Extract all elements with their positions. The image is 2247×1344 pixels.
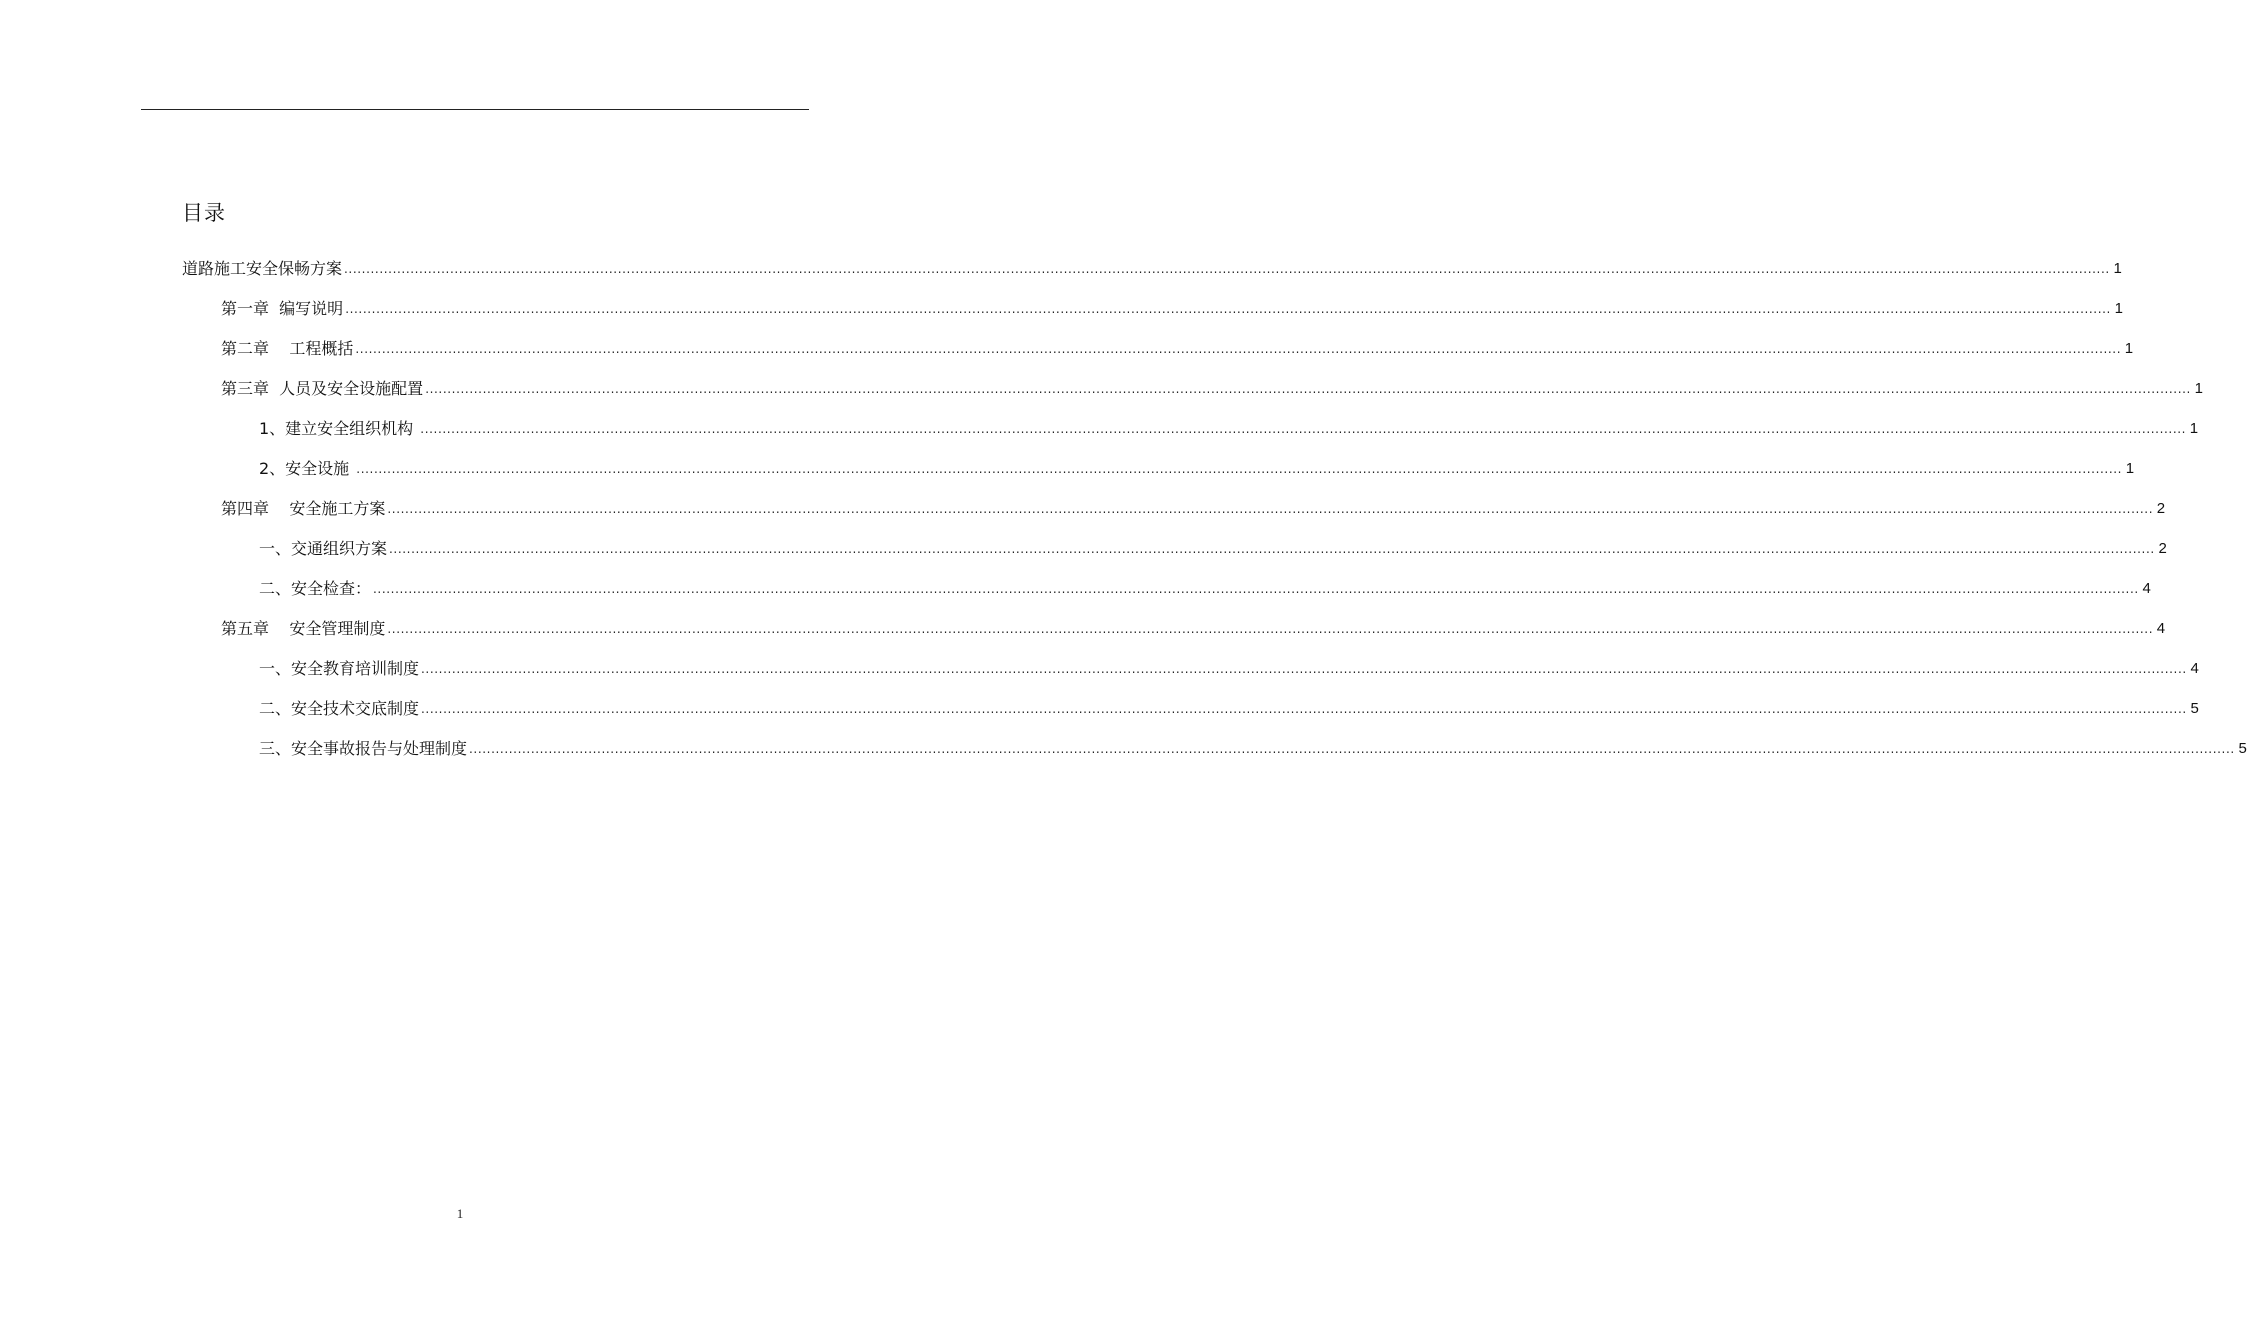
toc-entry-page-number: 4 [2190, 660, 2199, 677]
toc-entry-label: 第五章 安全管理制度 [221, 619, 386, 638]
toc-dot-leader: ................................................................................................................................................................................................................................................................................................................................................................................................................ [389, 542, 2155, 556]
toc-entry[interactable] [221, 334, 2134, 360]
toc-entry-label: 1、建立安全组织机构 [259, 419, 419, 438]
toc-dot-leader: ................................................................................................................................................................................................................................................................................................................................................................................................................ [356, 462, 2123, 476]
toc-entry[interactable] [259, 534, 2167, 560]
toc-entry-label: 二、安全技术交底制度 [259, 699, 420, 718]
toc-entry-page-number: 1 [2113, 260, 2122, 277]
toc-entry-page-number: 4 [2142, 580, 2151, 597]
toc-entry-label: 第四章 安全施工方案 [221, 499, 386, 518]
toc-dot-leader: ................................................................................................................................................................................................................................................................................................................................................................................................................ [420, 422, 2187, 436]
toc-entry-label: 第一章 编写说明 [221, 299, 344, 318]
toc-dot-leader: ................................................................................................................................................................................................................................................................................................................................................................................................................ [344, 262, 2110, 276]
toc-entry-label: 2、安全设施 [259, 459, 355, 478]
toc-entry-label: 三、安全事故报告与处理制度 [259, 739, 468, 758]
toc-dot-leader: ................................................................................................................................................................................................................................................................................................................................................................................................................ [425, 382, 2191, 396]
toc-entry-label: 一、安全教育培训制度 [259, 659, 420, 678]
toc-entry[interactable] [221, 494, 2166, 520]
toc-entry-label: 第二章 工程概括 [221, 339, 354, 358]
toc-entry-page-number: 1 [2189, 420, 2199, 437]
toc-dot-leader: ................................................................................................................................................................................................................................................................................................................................................................................................................ [469, 742, 2235, 756]
toc-entry-page-number: 4 [2156, 620, 2166, 637]
toc-entry-page-number: 1 [2125, 460, 2135, 477]
toc-entry[interactable] [221, 374, 2203, 400]
toc-entry-page-number: 5 [2190, 700, 2199, 717]
toc-entry[interactable] [259, 694, 2199, 720]
toc-entry[interactable] [259, 734, 2247, 760]
toc-title: 目录 [182, 201, 226, 225]
toc-entry-label: 一、交通组织方案 [259, 539, 388, 558]
toc-dot-leader: ................................................................................................................................................................................................................................................................................................................................................................................................................ [345, 302, 2111, 316]
toc-entry-page-number: 1 [2114, 300, 2123, 317]
toc-dot-leader: ................................................................................................................................................................................................................................................................................................................................................................................................................ [355, 342, 2122, 356]
toc-dot-leader: ................................................................................................................................................................................................................................................................................................................................................................................................................ [421, 662, 2187, 676]
toc-entry-page-number: 2 [2158, 540, 2167, 557]
toc-dot-leader: ................................................................................................................................................................................................................................................................................................................................................................................................................ [387, 502, 2154, 516]
toc-entry[interactable] [259, 414, 2199, 440]
toc-entry[interactable] [259, 454, 2135, 480]
toc-entry-page-number: 2 [2156, 500, 2166, 517]
toc-entry-page-number: 1 [2194, 380, 2203, 397]
toc-entry[interactable] [221, 614, 2166, 640]
toc-dot-leader: ................................................................................................................................................................................................................................................................................................................................................................................................................ [373, 582, 2139, 596]
toc-entry-page-number: 5 [2238, 740, 2247, 757]
footer-page-number: 1 [456, 1206, 464, 1221]
toc-entry-label: 道路施工安全保畅方案 [182, 259, 343, 278]
toc-entry-page-number: 1 [2124, 340, 2134, 357]
toc-entry[interactable] [182, 254, 2122, 280]
header-rule [141, 109, 809, 110]
toc-entry[interactable] [259, 574, 2151, 600]
toc-entry-label: 第三章 人员及安全设施配置 [221, 379, 424, 398]
toc-entry[interactable] [259, 654, 2199, 680]
toc-dot-leader: ................................................................................................................................................................................................................................................................................................................................................................................................................ [387, 622, 2154, 636]
toc-entry[interactable] [221, 294, 2123, 320]
toc-dot-leader: ................................................................................................................................................................................................................................................................................................................................................................................................................ [421, 702, 2187, 716]
toc-entry-label: 二、安全检查： [259, 579, 372, 598]
